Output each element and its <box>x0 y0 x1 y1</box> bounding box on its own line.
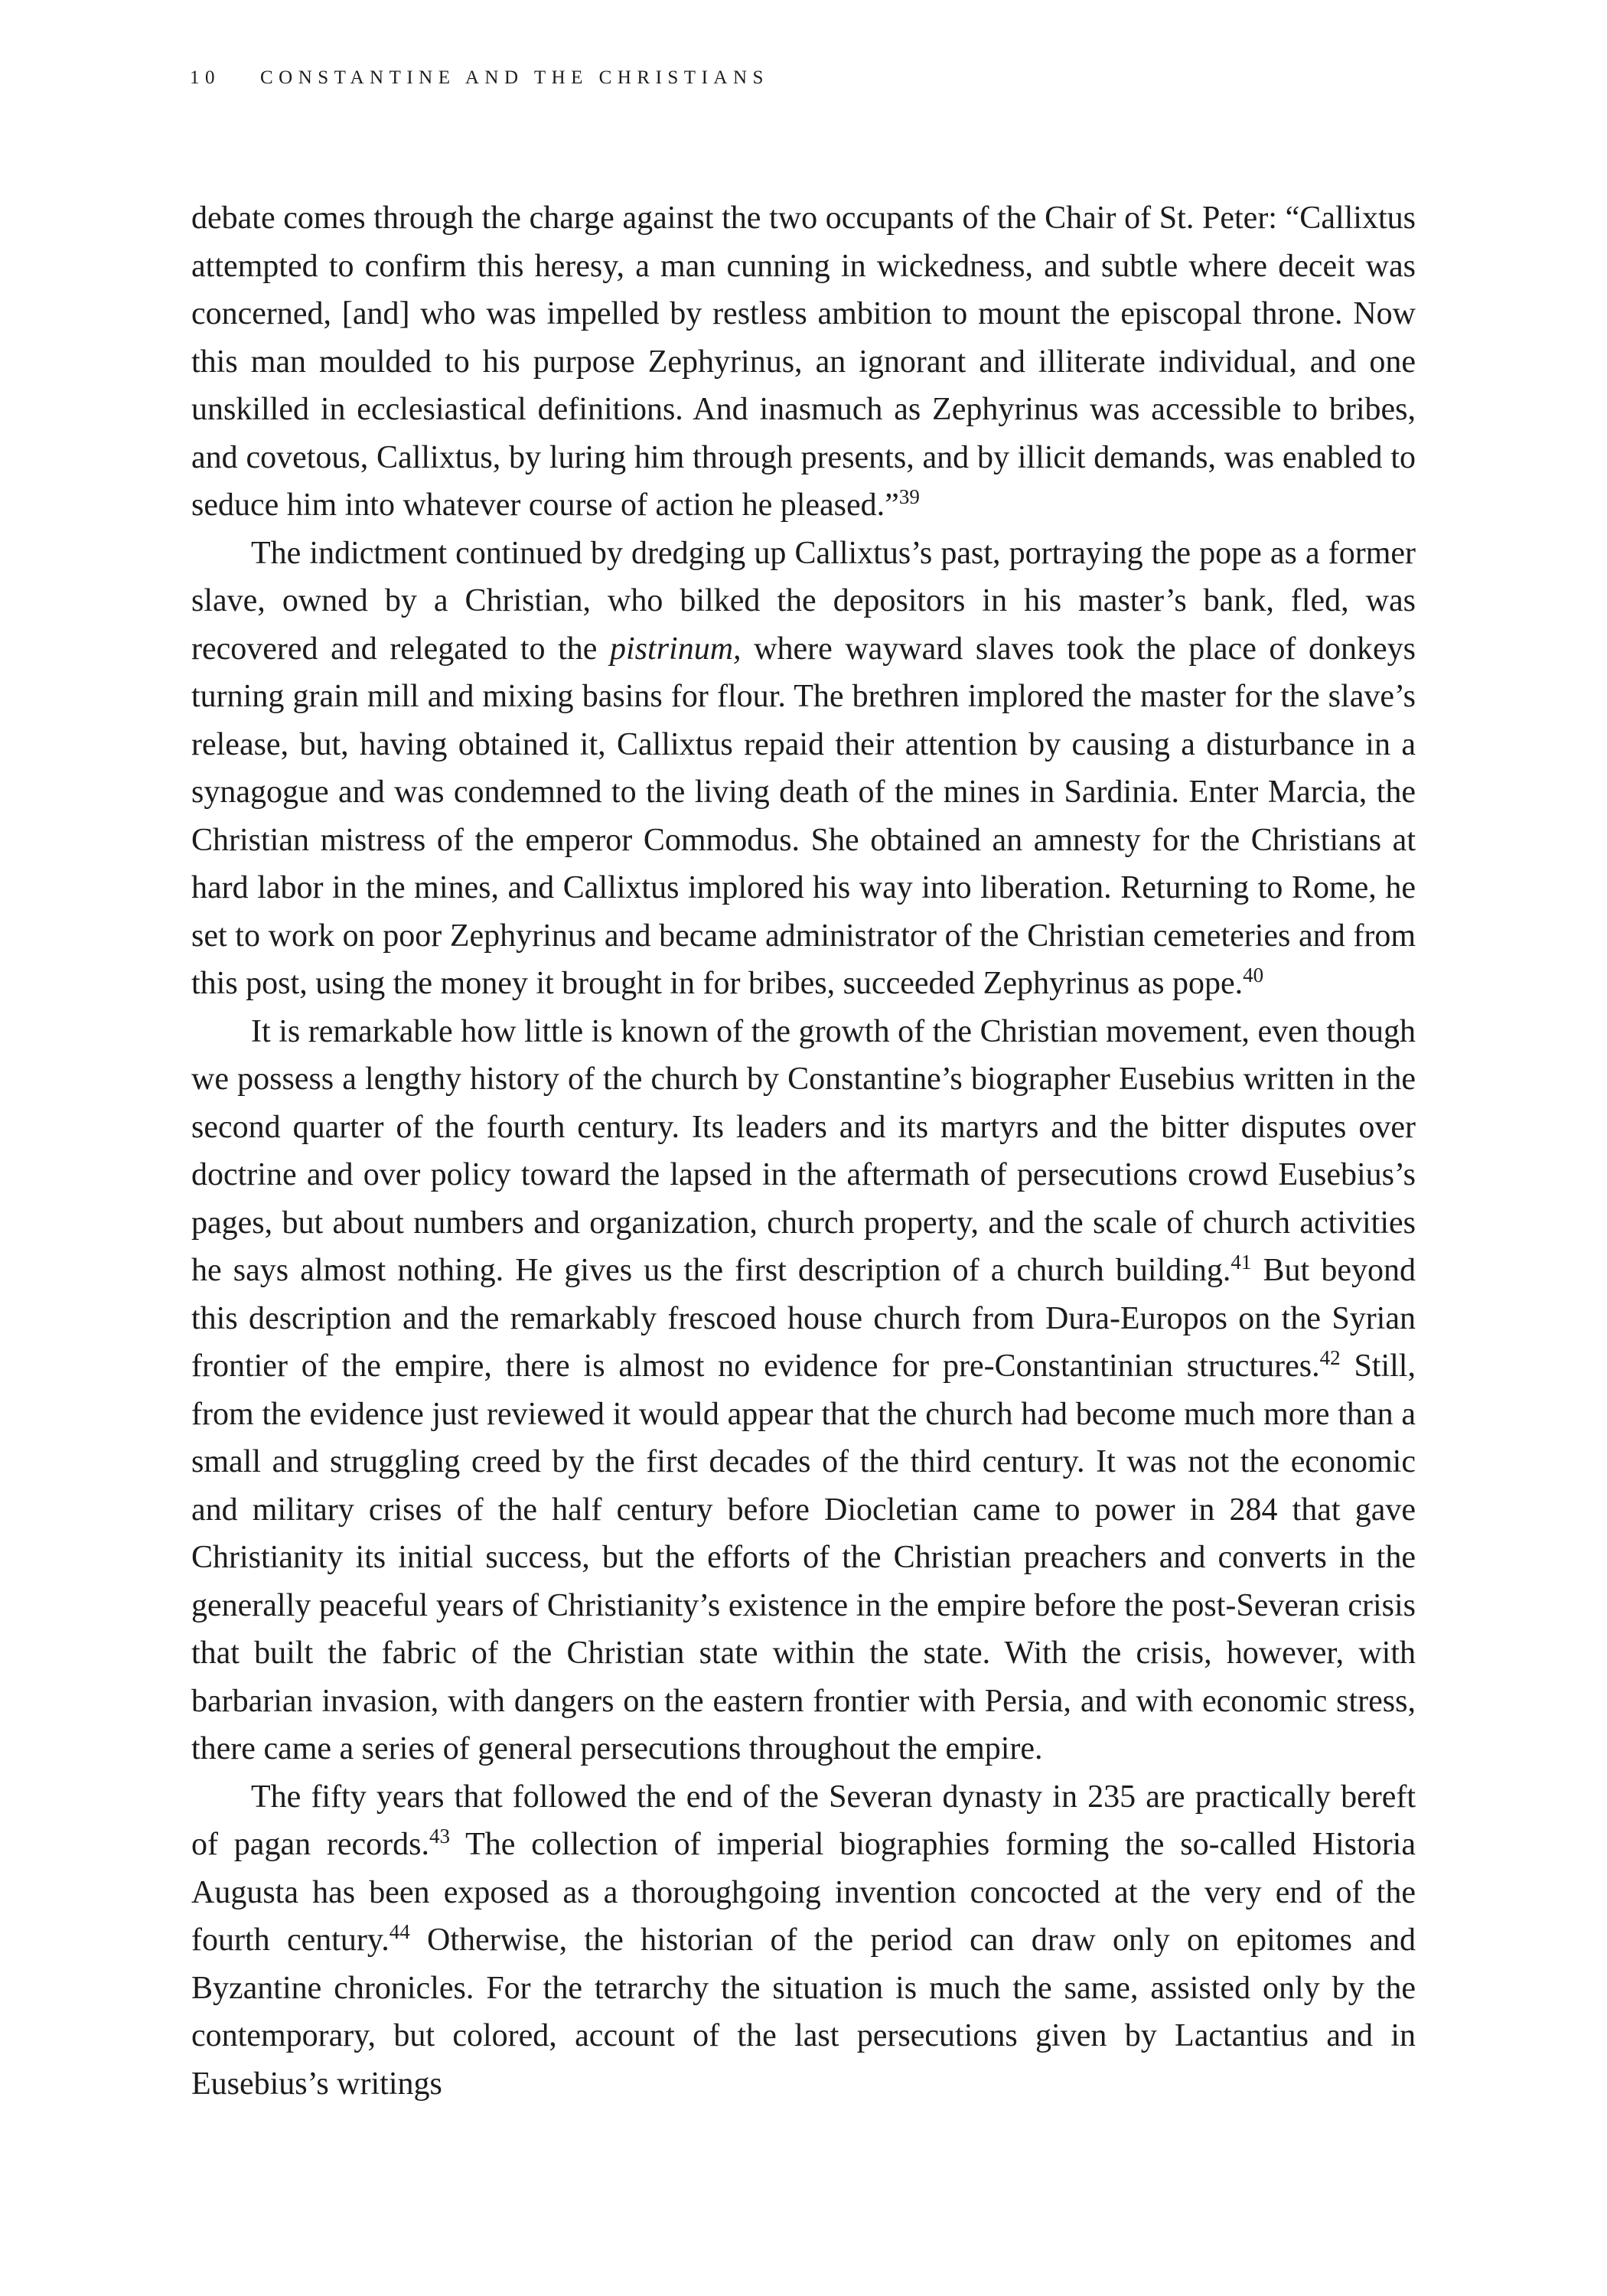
paragraph-2-text-a: The indictment continued by dredging up Callixtus’s past, portraying the pope as a former slave, owned by a Christian, who bilked the depositors in his master’s bank, fled, was recovered and relegated to the <box>191 535 1416 667</box>
page-number: 10 <box>190 67 220 88</box>
footnote-ref-40[interactable]: 40 <box>1243 964 1264 987</box>
paragraph-1-text: debate comes through the charge against the two occupants of the Chair of St. Peter: “Callixtus attempted to confirm this heresy, a man cunning in wickedness, and subtle where deceit was concerned, [and] who was impelled by restless ambition to mount the episcopal throne. Now this man moulded to his purpose Zephyrinus, an ignorant and illiterate individual, and one unskilled in ecclesiastical definitions. And inasmuch as Zephyrinus was accessible to bribes, and covetous, Callixtus, by luring him through presents, and by illicit demands, was enabled to seduce him into whatever course of action he pleased.” <box>191 201 1416 523</box>
footnote-ref-39[interactable]: 39 <box>898 485 920 508</box>
paragraph-4-text-a: The fifty years that followed the end of the Severan dynasty in 235 are practically bereft of pagan records. <box>191 1779 1416 1862</box>
running-title: CONSTANTINE AND THE CHRISTIANS <box>260 67 769 88</box>
paragraph-2 <box>191 530 1416 1008</box>
paragraph-4-text-c: Otherwise, the historian of the period can draw only on epitomes and Byzantine chronicles. For the tetrarchy the situation is much the same, assisted only by the contemporary, but colored, account of the last persecutions given by Lactantius and in Eusebius’s writings <box>191 1923 1416 2102</box>
paragraph-3-text-a: It is remarkable how little is known of the growth of the Christian movement, even though we possess a lengthy history of the church by Constantine’s biographer Eusebius written in the second quarter of the fourth century. Its leaders and its martyrs and the bitter disputes over doctrine and over policy toward the lapsed in the aftermath of persecutions crowd Eusebius’s pages, but about numbers and organization, church property, and the scale of church activities he says almost nothing. He gives us the first description of a church building. <box>191 1013 1416 1288</box>
paragraph-3-text-b: But beyond this description and the remarkably frescoed house church from Dura-Europos on the Syrian frontier of the empire, there is almost no evidence for pre-Constantinian structures. <box>191 1253 1416 1384</box>
italic-term-pistrinum: pistrinum, <box>610 631 742 667</box>
footnote-ref-43[interactable]: 43 <box>429 1825 451 1848</box>
paragraph-3-text-c: Still, from the evidence just reviewed it would appear that the church had become much more than a small and struggling creed by the first decades of the third century. It was not the economic and military crises of the half century before Diocletian came to power in 284 that gave Christianity its initial success, but the efforts of the Christian preachers and converts in the generally peaceful years of Christianity’s existence in the empire before the post-Severan crisis that built the fabric of the Christian state within the state. With the crisis, however, with barbarian invasion, with dangers on the eastern frontier with Persia, and with economic stress, there came a series of general persecutions throughout the empire. <box>191 1349 1416 1766</box>
footnote-ref-42[interactable]: 42 <box>1319 1346 1341 1369</box>
running-head <box>190 67 769 89</box>
paragraph-4-text-b: The collection of imperial biographies forming the so-called Historia Augusta has been exposed as a thoroughgoing invention concocted at the very end of the fourth century. <box>191 1827 1416 1958</box>
footnote-ref-41[interactable]: 41 <box>1231 1251 1252 1274</box>
paragraph-1 <box>191 194 1416 530</box>
paragraph-2-text-b: where wayward slaves took the place of donkeys turning grain mill and mixing basins for flour. The brethren implored the master for the slave’s release, but, having obtained it, Callixtus repaid their attention by causing a disturbance in a synagogue and was condemned to the living death of the mines in Sardinia. Enter Marcia, the Christian mistress of the emperor Commodus. She obtained an amnesty for the Christians at hard labor in the mines, and Callixtus implored his way into liberation. Returning to Rome, he set to work on poor Zephyrinus and became administrator of the Christian cemeteries and from this post, using the money it brought in for bribes, succeeded Zephyrinus as pope. <box>191 631 1416 1001</box>
paragraph-4 <box>191 1773 1416 2108</box>
footnote-ref-44[interactable]: 44 <box>389 1920 410 1943</box>
paragraph-3 <box>191 1008 1416 1773</box>
body-text <box>191 194 1416 2108</box>
